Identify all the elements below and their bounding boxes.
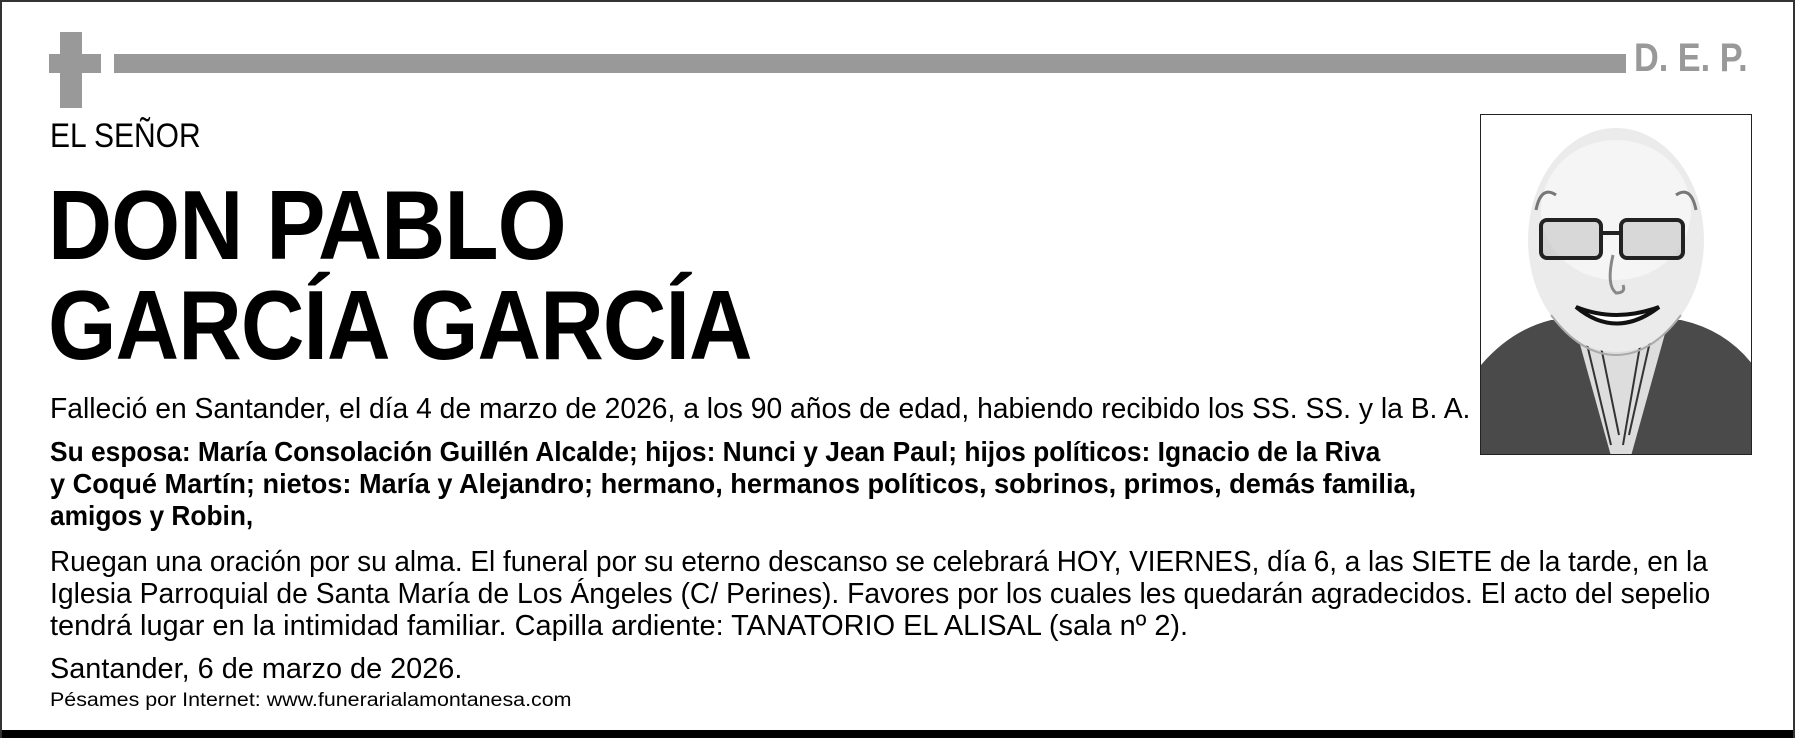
death-notice: Falleció en Santander, el día 4 de marzo de 2026, a los 90 años de edad, habiendo recibido los SS. SS. y la B. A.: [50, 393, 1471, 425]
cross-icon-arm: [49, 54, 101, 73]
honorific: EL SEÑOR: [50, 117, 201, 155]
family-line: y Coqué Martín; nietos: María y Alejandro; hermano, hermanos políticos, sobrinos, primos, demás familia,: [50, 468, 1417, 499]
deceased-name-line-1: DON PABLO: [48, 170, 566, 280]
family-line: Su esposa: María Consolación Guillén Alcalde; hijos: Nunci y Jean Paul; hijos políticos: Ignacio de la Riva: [50, 436, 1381, 467]
portrait-photo: [1480, 114, 1752, 455]
funeral-line: tendrá lugar en la intimidad familiar. Capilla ardiente: TANATORIO EL ALISAL (sala nº 2).: [50, 610, 1189, 642]
condolences-link[interactable]: Pésames por Internet: www.funerarialamontanesa.com: [50, 690, 572, 711]
funeral-line: Ruegan una oración por su alma. El funeral por su eterno descanso se celebrará HOY, VIERNES, día 6, a las SIETE de la tarde, en la: [50, 546, 1708, 578]
dep-label: D. E. P.: [1634, 36, 1748, 80]
funeral-line: Iglesia Parroquial de Santa María de Los Ángeles (C/ Perines). Favores por los cuales les quedarán agradecidos. El acto del sepelio: [50, 578, 1711, 610]
header-rule: [114, 54, 1626, 73]
place-date: Santander, 6 de marzo de 2026.: [50, 653, 463, 685]
portrait-image: [1481, 115, 1752, 455]
bottom-border: [2, 730, 1795, 738]
deceased-name-line-2: GARCÍA GARCÍA: [48, 270, 752, 380]
family-line: amigos y Robin,: [50, 500, 254, 531]
